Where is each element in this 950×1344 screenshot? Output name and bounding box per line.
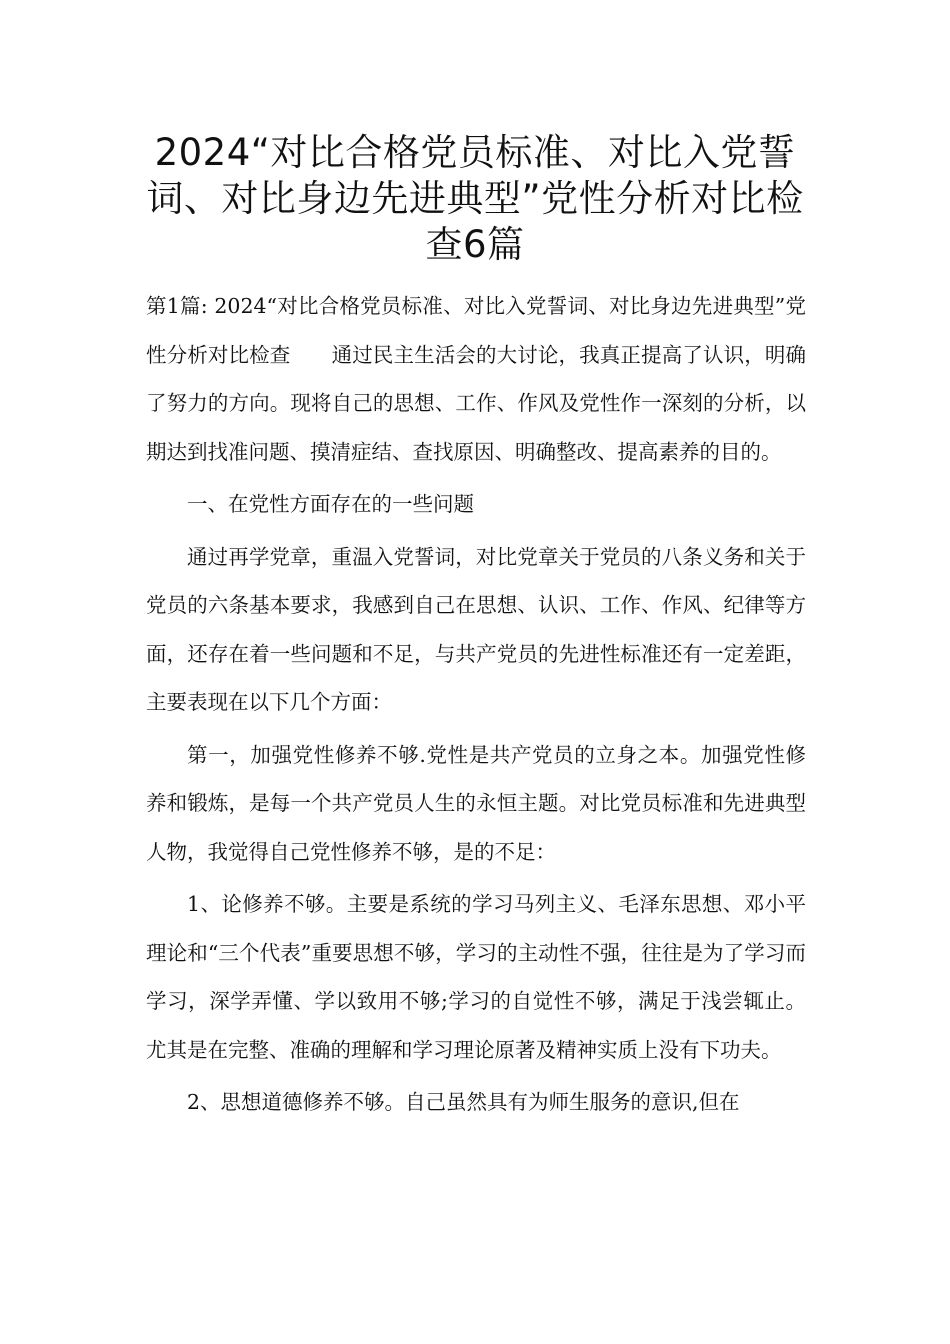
- body-paragraph: 1、论修养不够。主要是系统的学习马列主义、毛泽东思想、邓小平理论和“三个代表”重要思想不够，学习的主动性不强，往往是为了学习而学习，深学弄懂、学以致用不够;学习的自觉性不够，满足于浅尝辄止。尤其是在完整、准确的理解和学习理论原著及精神实质上没有下功夫。: [146, 892, 806, 1062]
- section-heading: 一、在党性方面存在的一些问题: [187, 492, 474, 516]
- body-paragraph: 第一，加强党性修养不够.党性是共产党员的立身之本。加强党性修养和锻炼，是每一个共产党员人生的永恒主题。对比党员标准和先进典型人物，我觉得自己党性修养不够，是的不足：: [146, 742, 806, 864]
- document-title: 2024“对比合格党员标准、对比入党誓词、对比身边先进典型”党性分析对比检查6篇: [146, 131, 804, 266]
- body-paragraph: 通过再学党章，重温入党誓词，对比党章关于党员的八条义务和关于党员的六条基本要求，我感到自己在思想、认识、工作、作风、纪律等方面，还存在着一些问题和不足，与共产党员的先进性标准还有一定差距，主要表现在以下几个方面：: [146, 544, 806, 714]
- intro-body: 通过民主生活会的大讨论，我真正提高了认识，明确了努力的方向。现将自己的思想、工作、作风及党性作一深刻的分析，以期达到找准问题、摸清症结、查找原因、明确整改、提高素养的目的。: [146, 342, 807, 464]
- body-paragraph: 2、思想道德修养不够。自己虽然具有为师生服务的意识,但在: [187, 1090, 740, 1114]
- intro-heading: 第1篇: 2024“对比合格党员标准、对比入党誓词、对比身边先进典型”党性分析对比检查: [146, 294, 806, 367]
- document-body: [146, 282, 806, 1127]
- intro-paragraph: [146, 282, 806, 476]
